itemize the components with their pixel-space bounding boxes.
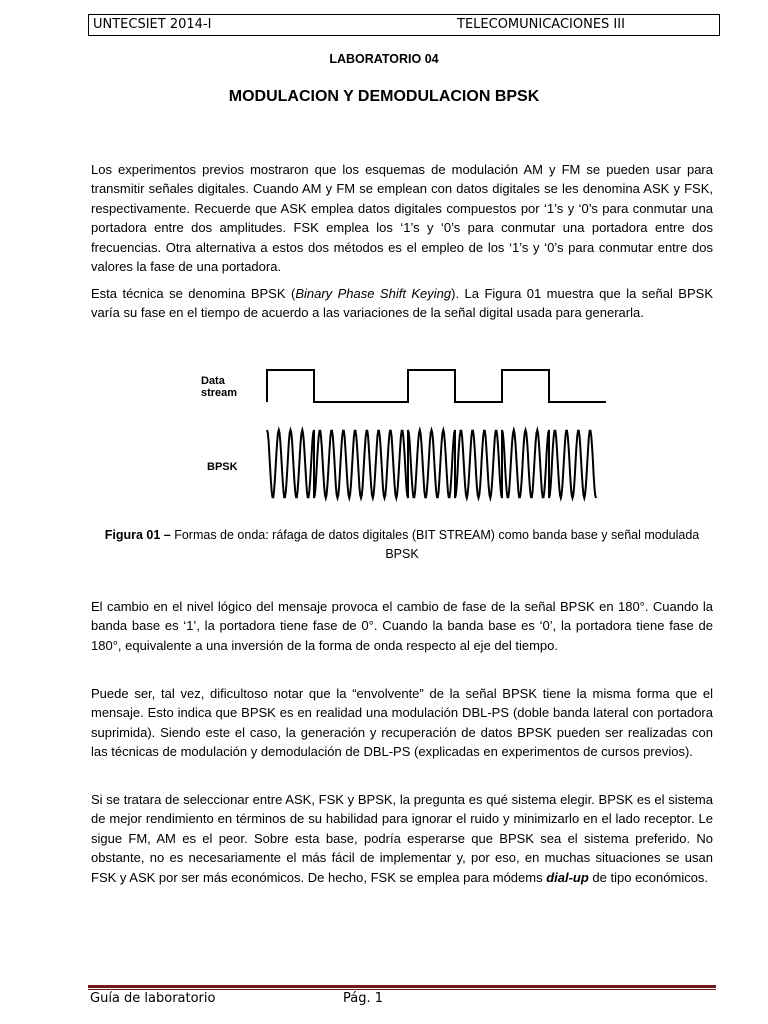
- figure-01: [195, 360, 615, 520]
- waveform-diagram: [195, 360, 615, 520]
- paragraph-comparison-text-b: de tipo económicos.: [588, 869, 709, 885]
- footer-rule-thin: [88, 989, 716, 990]
- header-course-code: UNTECSIET 2014-I: [93, 17, 212, 32]
- paragraph-bpsk-definition-italic: Binary Phase Shift Keying: [295, 286, 452, 301]
- figure-caption-text: Formas de onda: ráfaga de datos digitales (BIT STREAM) como banda base y señal modulada BPSK: [170, 528, 700, 561]
- paragraph-comparison-bold: dial-up: [546, 869, 589, 885]
- label-bpsk: BPSK: [207, 461, 238, 473]
- paragraph-comparison-text-a: Si se tratara de seleccionar entre ASK, FSK y BPSK, la pregunta es qué sistema elegir. BPSK es el sistema de mejor rendimiento en términos de su habilidad para ignorar el ruido y minimizarlo en el lado receptor. Le sigue FM, AM es el peor. Sobre esta base, podría esperarse que BPSK sea el sistema preferido. No obstante, no es necesariamente el más fácil de implementar y, por eso, en muchas situaciones se usan FSK y ASK por ser más económicos. De hecho, FSK se emplea para módems: [91, 792, 713, 885]
- paragraph-bpsk-definition-text-b: ). La Figura 01 muestra que la señal BPSK varía su fase en el tiempo de acuerdo a las variaciones de la señal digital usada para generarla.: [91, 286, 713, 321]
- page-title: MODULACION Y DEMODULACION BPSK: [228, 88, 540, 105]
- bpsk-waveform: [267, 430, 596, 498]
- paragraph-bpsk-definition: [91, 284, 713, 323]
- footer-guide-label: Guía de laboratorio: [90, 991, 216, 1006]
- figure-caption-label: Figura 01 –: [104, 528, 171, 542]
- footer-rule-thick: [88, 985, 716, 988]
- paragraph-comparison: [91, 790, 713, 887]
- lab-number: LABORATORIO 04: [329, 52, 439, 66]
- footer-page-number: Pág. 1: [343, 991, 384, 1006]
- paragraph-intro: Los experimentos previos mostraron que los esquemas de modulación AM y FM se pueden usar para transmitir señales digitales. Cuando AM y FM se emplean con datos digitales se les denomina ASK y FSK, respectivamente. Recuerde que ASK emplea datos digitales compuestos por ‘1’s y ‘0’s para conmutar una portadora entre dos amplitudes. FSK emplea los ‘1’s y ‘0’s para conmutar una portadora entre dos frecuencias. Otra alternativa a estos dos métodos es el empleo de los ‘1’s y ‘0’s para conmutar entre dos valores la fase de una portadora.: [91, 162, 713, 275]
- label-stream: stream: [201, 387, 238, 399]
- paragraph-bpsk-definition-text-a: Esta técnica se denomina BPSK (: [91, 286, 296, 301]
- paragraph-envelope: Puede ser, tal vez, dificultoso notar que la “envolvente” de la señal BPSK tiene la misma forma que el mensaje. Esto indica que BPSK es en realidad una modulación DBL-PS (doble banda lateral con portadora suprimida). Siendo este el caso, la generación y recuperación de datos BPSK pueden ser realizadas con las técnicas de modulación y demodulación de DBL-PS (explicadas en experimentos de cursos previos).: [91, 686, 713, 760]
- figure-caption: [91, 526, 713, 564]
- data-stream-waveform: [267, 370, 606, 402]
- header-course-name: TELECOMUNICACIONES III: [457, 17, 625, 32]
- label-data: Data: [201, 375, 225, 387]
- page-header: [88, 14, 720, 36]
- paragraph-phase-change: El cambio en el nivel lógico del mensaje provoca el cambio de fase de la señal BPSK en 180°. Cuando la banda base es ‘1’, la portadora tiene fase de 0°. Cuando la banda base es ‘0’, la portadora tiene fase de 180°, equivalente a una inversión de la forma de onda respecto al eje del tiempo.: [91, 599, 713, 653]
